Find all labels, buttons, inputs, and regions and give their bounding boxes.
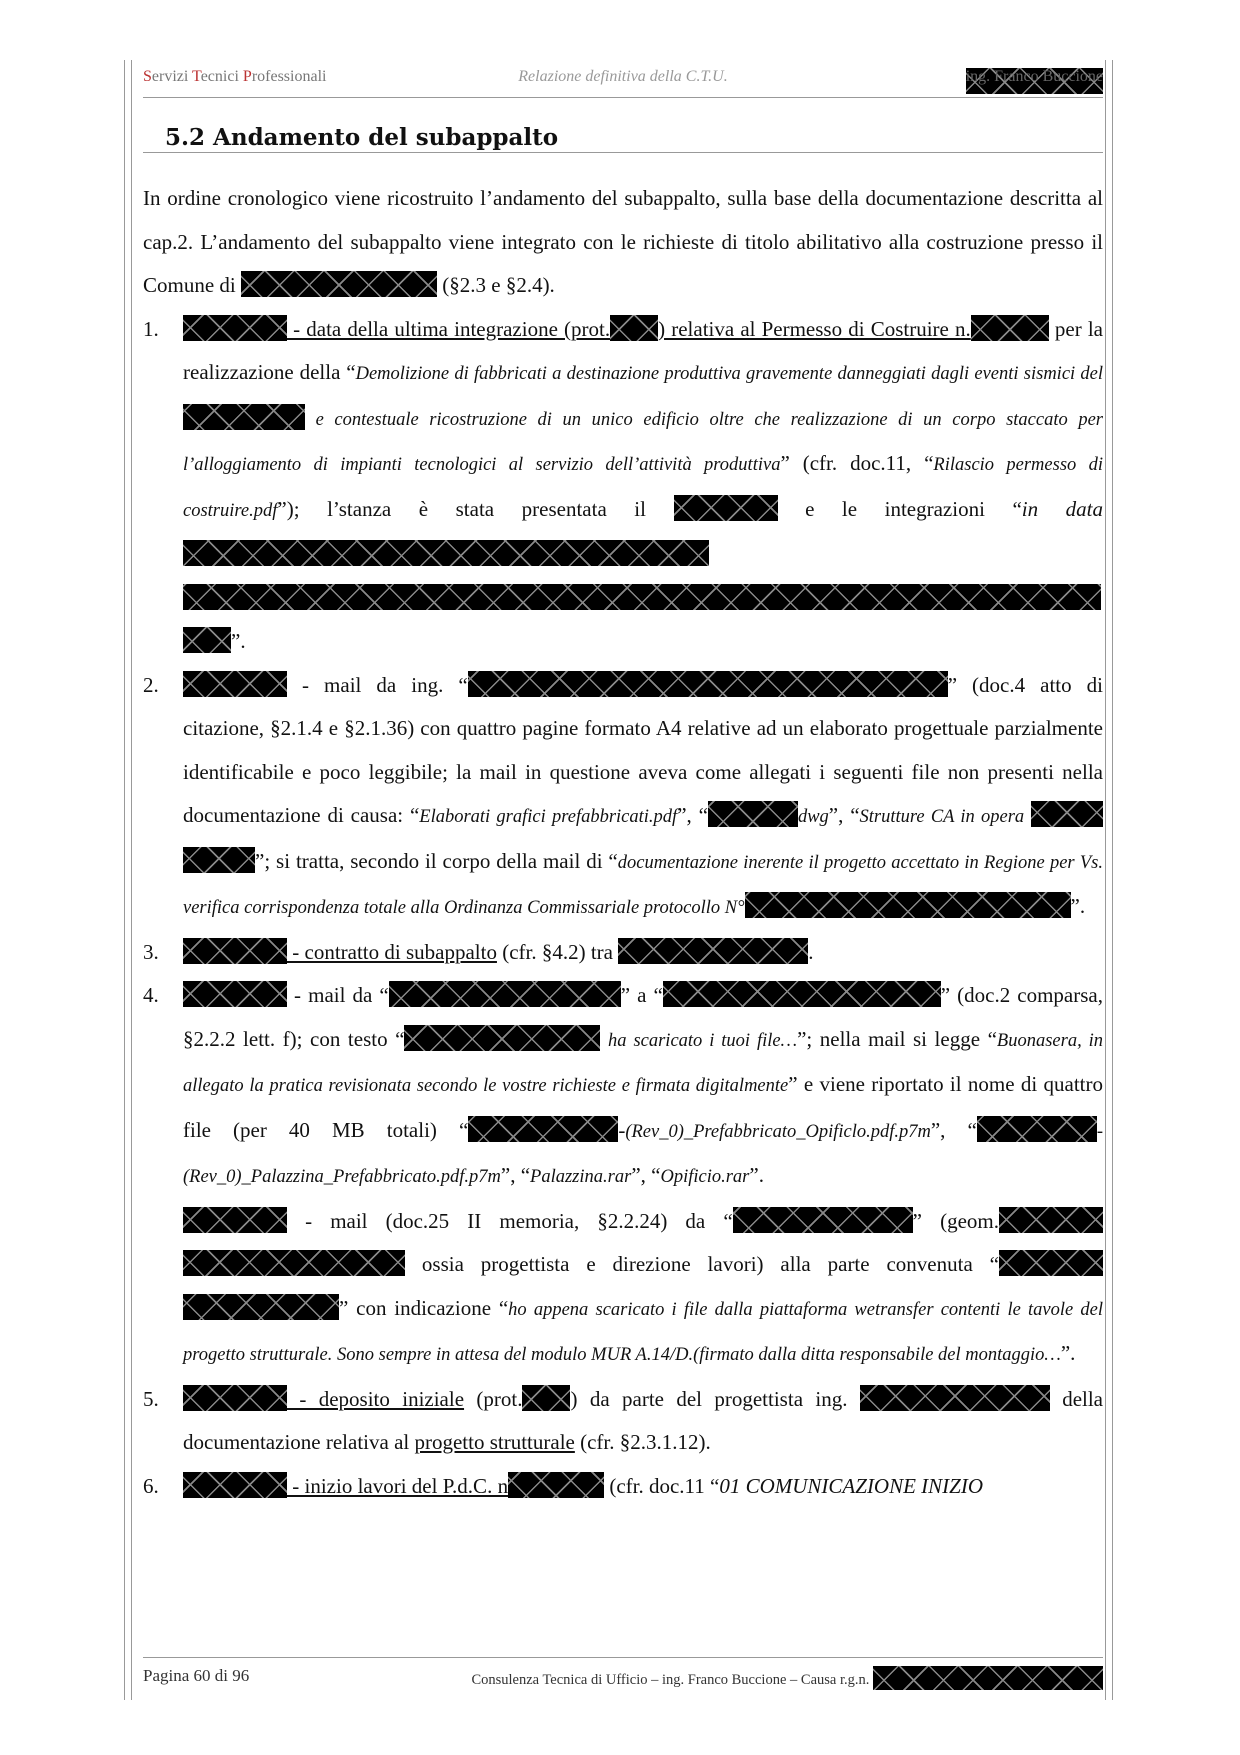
redaction — [745, 892, 1071, 918]
page-header — [143, 68, 1103, 92]
list-item: 1. - data della ultima integrazione (prot. ) relativa al Permesso di Costruire n. per la realizzazione della “Demolizione di fabbricati a destinazione produttiva gravemente danneggiati dagli eventi sismici del e contestuale ricostruzione di un unico edificio oltre che realizzazione di un corpo staccato per l’alloggiamento di impianti tecnologici al servizio dell’attività produttiva” (cfr. doc.11, “Rilascio permesso di costruire.pdf”); l’stanza è stata presentata il e le integrazioni “in data ”. — [143, 316, 1104, 653]
list-item-continuation: - mail (doc.25 II memoria, §2.2.24) da “ ” (geom. ossia progettista e direzione lavori) alla parte convenuta “ ” con indicazione “ho appena scaricato i file dalla piattaforma wetransfer contenti le tavole del progetto strutturale. Sono sempre in attesa del modulo MUR A.14/D.(firmato dalla ditta responsabile del montaggio…”. — [183, 1208, 1104, 1365]
redaction — [522, 1385, 570, 1411]
chronology-list-continued — [143, 1378, 1103, 1509]
footer-rule — [143, 1657, 1103, 1658]
redaction — [183, 671, 287, 697]
redaction — [241, 271, 437, 297]
chronology-list — [143, 308, 1103, 1200]
redaction — [183, 1472, 287, 1498]
redaction — [183, 627, 231, 653]
redaction — [183, 1250, 405, 1276]
redaction — [618, 938, 808, 964]
header-rule — [143, 97, 1103, 98]
redaction — [183, 847, 255, 873]
redaction — [183, 315, 287, 341]
redaction — [708, 801, 798, 827]
redaction — [183, 1207, 287, 1233]
redaction — [183, 584, 1101, 610]
redaction — [468, 1116, 618, 1142]
list-item: 2. - mail da ing. “ ” (doc.4 atto di citazione, §2.1.4 e §2.1.36) con quattro pagine formato A4 relative ad un elaborato progettuale parzialmente identificabile e poco leggibile; la mail in questione aveva come allegati i seguenti file non presenti nella documentazione di causa: “Elaborati grafici prefabbricati.pdf”, “ dwg”, “Strutture CA in opera ”; si tratta, secondo il corpo della mail di “documentazione inerente il progetto accettato in Regione per Vs. verifica corrispondenza totale alla Ordinanza Commissariale protocollo N° ”. — [143, 672, 1104, 918]
redaction — [468, 671, 948, 697]
list-item: 6. - inizio lavori del P.d.C. n (cfr. doc.11 “01 COMUNICAZIONE INIZIO — [143, 1473, 984, 1498]
redaction — [183, 981, 287, 1007]
right-margin-frame — [1105, 60, 1113, 1700]
section-rule — [143, 152, 1103, 153]
redaction — [977, 1116, 1097, 1142]
redaction — [404, 1025, 600, 1051]
page-footer — [143, 1666, 1103, 1692]
redaction — [610, 315, 658, 341]
left-margin-frame — [124, 60, 132, 1700]
redaction — [183, 404, 305, 430]
list-item: 5. - deposito iniziale (prot. ) da parte del progettista ing. della documentazione relativa al progetto strutturale (cfr. §2.3.1.12). — [143, 1386, 1103, 1454]
header-right: ing. Franco Buccione — [966, 68, 1103, 94]
redaction — [971, 315, 1049, 341]
redaction — [508, 1472, 604, 1498]
document-body — [143, 177, 1103, 1508]
redaction — [873, 1666, 1103, 1690]
redaction — [663, 981, 941, 1007]
redaction — [183, 1294, 339, 1320]
header-center: Relazione definitiva della C.T.U. — [518, 68, 728, 85]
redaction — [999, 1250, 1103, 1276]
redaction — [389, 981, 621, 1007]
section-heading: 5.2 Andamento del subappalto — [165, 124, 559, 151]
redaction — [999, 1207, 1103, 1233]
redaction — [674, 495, 778, 521]
redaction — [183, 540, 709, 566]
redaction — [733, 1207, 913, 1233]
header-left: Servizi Tecnici Professionali — [143, 68, 327, 85]
list-item: 3. - contratto di subappalto (cfr. §4.2) tra . — [143, 939, 814, 964]
list-item: 4. - mail da “ ” a “ ” (doc.2 comparsa, §2.2.2 lett. f); con testo “ ha scaricato i tuoi file…”; nella mail si legge “Buonasera, in allegato la pratica revisionata secondo le vostre richieste e firmata digitalmente” e viene riportato il nome di quattro file (per 40 MB totali) “ -(Rev_0)_Prefabbricato_Opificlo.pdf.p7m”, “ -(Rev_0)_Palazzina_Prefabbricato.pdf.p7m”, “Palazzina.rar”, “Opificio.rar”. — [143, 983, 1104, 1187]
intro-paragraph: In ordine cronologico viene ricostruito l’andamento del subappalto, sulla base della documentazione descritta al cap.2. L’andamento del subappalto viene integrato con le richieste di titolo abilitativo alla costruzione presso il Comune di (§2.3 e §2.4). — [143, 186, 1103, 297]
redaction — [1031, 801, 1103, 827]
page-number: Pagina 60 di 96 — [143, 1666, 250, 1685]
redaction — [183, 938, 287, 964]
footer-right: Consulenza Tecnica di Ufficio – ing. Franco Buccione – Causa r.g.n. — [471, 1666, 1103, 1690]
redaction — [183, 1385, 287, 1411]
redaction — [860, 1385, 1050, 1411]
document-page — [143, 0, 1103, 1755]
